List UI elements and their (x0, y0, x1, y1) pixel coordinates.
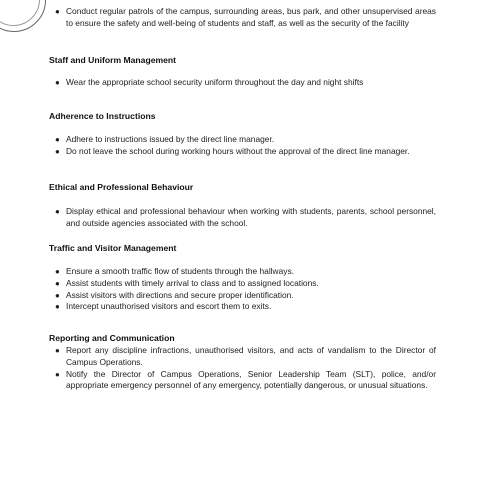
bullet-icon: ● (55, 302, 60, 312)
list-item: ● Display ethical and professional behaviour when working with students, parents, school personnel, and outside agencies associated with the school. (55, 206, 436, 228)
adherence-list (55, 134, 436, 158)
section-heading-reporting: Reporting and Communication (49, 333, 175, 343)
bullet-icon: ● (55, 135, 60, 144)
section-heading-ethical: Ethical and Professional Behaviour (49, 182, 194, 192)
list-item: ● Assist visitors with directions and secure proper identification. (55, 289, 294, 300)
list-item: ● Do not leave the school during working hours without the approval of the direct line manager. (55, 145, 410, 156)
seal-inner-ring (0, 0, 40, 26)
bullet-icon: ● (55, 267, 60, 276)
section-heading-staff-uniform: Staff and Uniform Management (49, 55, 177, 65)
list-item: ● Adhere to instructions issued by the direct line manager. (55, 134, 275, 144)
patrol-list (55, 6, 436, 30)
list-item: ● Wear the appropriate school security uniform throughout the day and night shifts (55, 77, 364, 87)
staff-uniform-list (55, 77, 436, 89)
list-item: ● Notify the Director of Campus Operations, Senior Leadership Team (SLT), police, and/or appropriate emergency personnel of any emergency, potentially dangerous, or unusual situations. (55, 368, 436, 391)
list-item: ● Ensure a smooth traffic flow of students through the hallways. (55, 266, 294, 276)
traffic-visitor-list (55, 266, 436, 313)
school-seal-logo (0, 0, 46, 32)
bullet-icon: ● (55, 146, 60, 156)
bullet-icon: ● (55, 346, 60, 355)
section-heading-traffic-visitor: Traffic and Visitor Management (49, 243, 177, 253)
list-item: ● Intercept unauthorised visitors and escort them to exits. (55, 301, 272, 312)
section-heading-adherence: Adherence to Instructions (49, 111, 156, 121)
bullet-icon: ● (55, 278, 60, 288)
bullet-icon: ● (55, 78, 60, 87)
list-item: ● Conduct regular patrols of the campus, surrounding areas, bus park, and other unsupervised areas to ensure the safety and well-being of students and staff, as well as the security of the facility (55, 6, 436, 28)
list-item: ● Assist students with timely arrival to class and to assigned locations. (55, 277, 319, 288)
bullet-icon: ● (55, 369, 60, 379)
bullet-icon: ● (55, 290, 60, 300)
ethical-list (55, 206, 436, 230)
bullet-icon: ● (55, 7, 60, 16)
reporting-list (55, 345, 436, 392)
bullet-icon: ● (55, 207, 60, 216)
list-item: ● Report any discipline infractions, unauthorised visitors, and acts of vandalism to the Director of Campus Operations. (55, 345, 436, 367)
